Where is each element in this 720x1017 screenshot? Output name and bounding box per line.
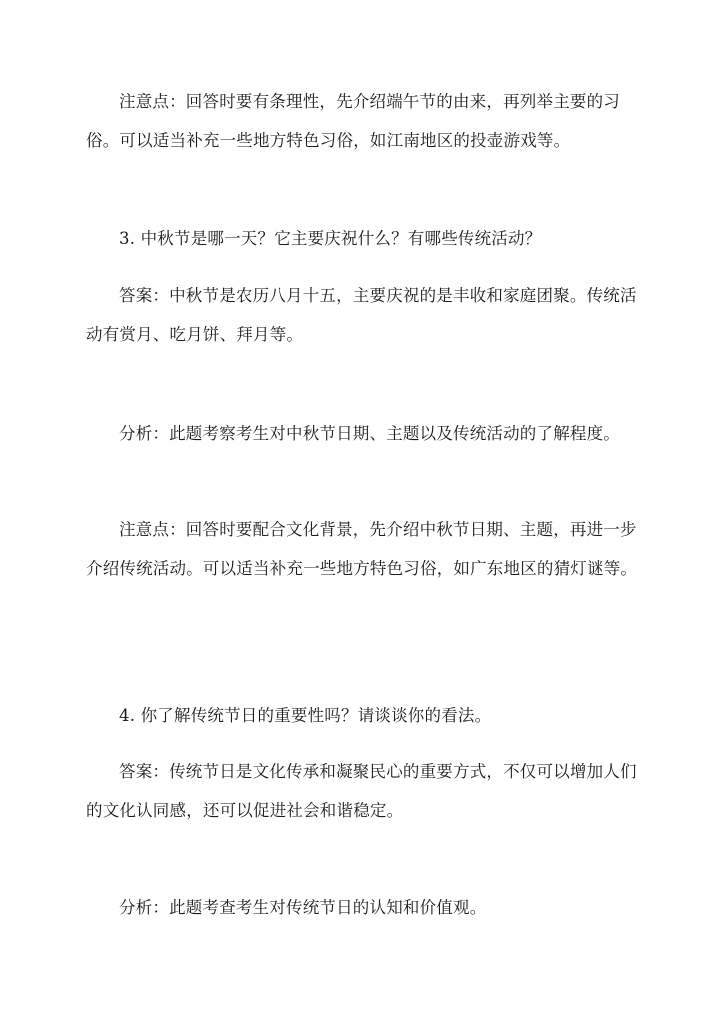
answer-4: 答案：传统节日是文化传承和凝聚民心的重要方式，不仅可以增加人们的文化认同感，还可以促进社会和谐稳定。 bbox=[86, 762, 637, 820]
question-3: 3. 中秋节是哪一天？它主要庆祝什么？有哪些传统活动？ bbox=[119, 229, 542, 248]
answer-3: 答案：中秋节是农历八月十五，主要庆祝的是丰收和家庭团聚。传统活动有赏月、吃月饼、拜月等。 bbox=[86, 286, 637, 344]
note-dragon-boat: 注意点：回答时要有条理性，先介绍端午节的由来，再列举主要的习俗。可以适当补充一些地方特色习俗，如江南地区的投壶游戏等。 bbox=[86, 92, 620, 150]
analysis-3: 分析：此题考察考生对中秋节日期、主题以及传统活动的了解程度。 bbox=[119, 424, 620, 443]
note-3: 注意点：回答时要配合文化背景，先介绍中秋节日期、主题，再进一步介绍传统活动。可以适当补充一些地方特色习俗，如广东地区的猜灯谜等。 bbox=[86, 520, 638, 578]
question-4: 4. 你了解传统节日的重要性吗？请谈谈你的看法。 bbox=[119, 706, 492, 725]
analysis-4: 分析：此题考查考生对传统节日的认知和价值观。 bbox=[119, 898, 487, 917]
